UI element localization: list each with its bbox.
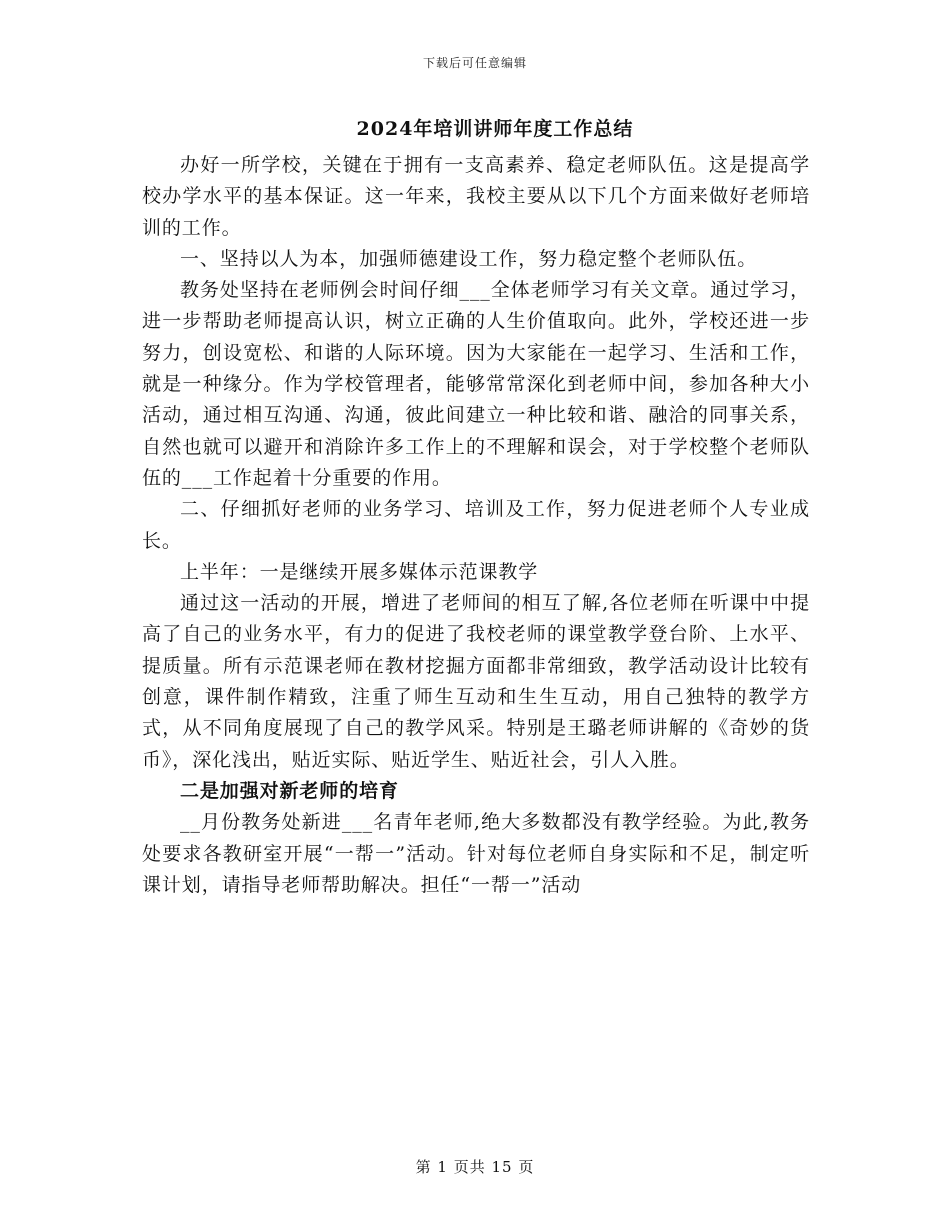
page-number-footer: 第 1 页共 15 页	[415, 1158, 535, 1176]
subsection-heading-bold: 二是加强对新老师的培育	[180, 779, 399, 802]
section-heading: 一、坚持以人为本，加强师德建设工作，努力稳定整个老师队伍。	[180, 247, 758, 270]
header-note: 下载后可任意编辑	[422, 56, 527, 70]
paragraph: 教务处坚持在老师例会时间仔细___全体老师学习有关文章。通过学习，进一步帮助老师提高认识，树立正确的人生价值取向。此外，学校还进一步努力，创设宽松、和谐的人际环境。因为大家能在一起学习、生活和工作，就是一种缘分。作为学校管理者，能够常常深化到老师中间，参加各种大小活动，通过相互沟通、沟通，彼此间建立一种比较和谐、融洽的同事关系，自然也就可以避开和消除许多工作上的不理解和误会，对于学校整个老师队伍的___工作起着十分重要的作用。	[142, 279, 810, 489]
document-title: 2024年培训讲师年度工作总结	[356, 118, 634, 140]
section-heading: 二、仔细抓好老师的业务学习、培训及工作，努力促进老师个人专业成长。	[142, 498, 810, 552]
document-body	[142, 150, 810, 901]
paragraph: 通过这一活动的开展，增进了老师间的相互了解,各位老师在听课中中提高了自己的业务水平，有力的促进了我校老师的课堂教学登台阶、上水平、提质量。所有示范课老师在教材挖掘方面都非常细致，教学活动设计比较有创意，课件制作精致，注重了师生互动和生生互动，用自己独特的教学方式，从不同角度展现了自己的教学风采。特别是王璐老师讲解的《奇妙的货币》，深化浅出，贴近实际、贴近学生、贴近社会，引人入胜。	[142, 592, 810, 771]
paragraph: __月份教务处新进___名青年老师,绝大多数都没有教学经验。为此,教务处要求各教研室开展“一帮一”活动。针对每位老师自身实际和不足，制定听课计划，请指导老师帮助解决。担任“一帮一”活动	[142, 811, 810, 896]
subsection-heading: 上半年：一是继续开展多媒体示范课教学	[180, 560, 539, 583]
paragraph: 办好一所学校，关键在于拥有一支高素养、稳定老师队伍。这是提高学校办学水平的基本保证。这一年来，我校主要从以下几个方面来做好老师培训的工作。	[142, 154, 810, 239]
